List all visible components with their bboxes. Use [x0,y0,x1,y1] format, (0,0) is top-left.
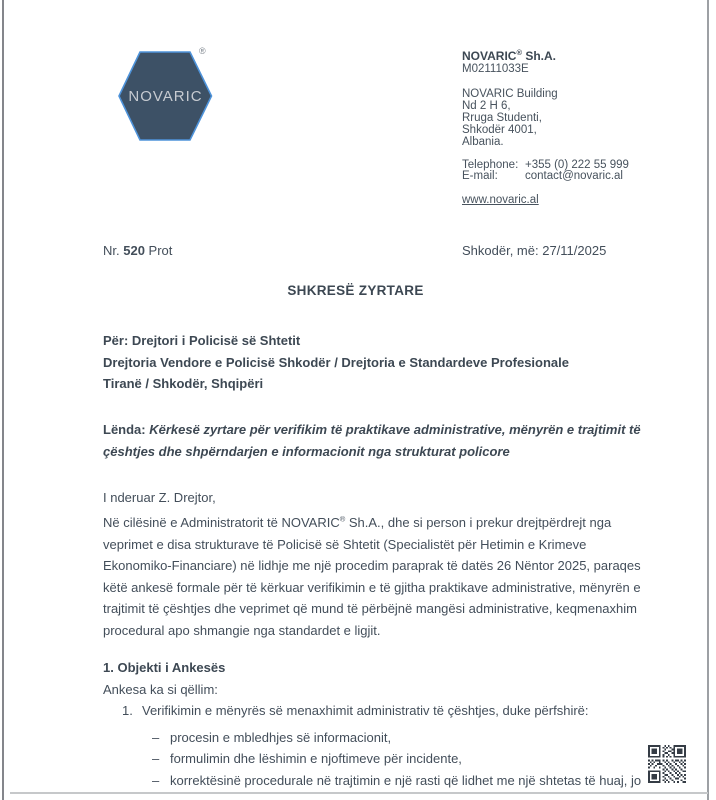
recipient-line: Për: Drejtori i Policisë së Shtetit [103,333,301,348]
dash-bullet: – [152,772,160,788]
company-registration-number: M02111033E [462,63,529,75]
recipient-line: Tiranë / Shkodër, Shqipëri [103,376,264,392]
email-label: E-mail: [462,170,498,183]
scan-edge-left [2,0,4,800]
ref-suffix: Prot [144,243,173,258]
novaric-logo [118,46,218,141]
subject-line [103,419,659,462]
email-value: contact@novaric.al [525,170,623,183]
address-line: NOVARIC Building [462,88,558,100]
sub-bullet-list [103,727,673,792]
contact-rows [462,160,629,184]
company-name [462,46,629,63]
website-link: www.novaric.al [462,194,539,207]
sub-bullet-text: procesin e mbledhjes së informacionit, [170,729,392,745]
numbered-item [103,700,673,722]
sub-bullet-item [103,770,673,792]
registered-trademark-icon: ® [516,48,522,57]
item-number: 1. [122,703,133,719]
registered-trademark-icon: ® [339,514,346,524]
item-text: Verifikimin e mënyrës së menaxhimit administrativ të çështjes, duke përfshirë: [142,703,589,719]
section-1 [103,657,673,792]
scan-edge-bottom [10,792,708,794]
address-line: Albania. [462,135,504,148]
body-text: Sh.A., dhe si person i prekur drejtpërdrejt nga veprimet e disa strukturave të Policisë së Shtetit (Specialistët për Hetimin e Krimeve Ekonomiko-Financiare) në lidhje me një procedim paraprak të datës 26 Nëntor 2025, paraqes këtë ankesë formale për të kërkuar verifikimin e të gjitha praktikave administrative, mënyrën e trajtimit të çështjes dhe veprimet që mund të përbëjnë mangësi administrative, keqmenaxhim procedural apo shmangie nga standardet e ligjit. [103,514,641,638]
company-address [462,89,629,149]
dateline: Shkodër, më: 27/11/2025 [462,243,607,258]
protocol-number [103,243,172,258]
registered-trademark-icon: ® [199,46,206,56]
ref-prefix: Nr. [103,243,124,258]
document-title: SHKRESË ZYRTARE [287,283,424,298]
hexagon-icon [118,51,213,141]
sub-bullet-item [103,748,673,770]
address-line: Nd 2 H 6, [462,99,511,112]
scan-edge-right [707,0,709,800]
qr-code-image [648,745,686,783]
recipient-block [103,330,663,395]
salutation: I nderuar Z. Drejtor, [103,490,216,505]
recipient-line: Drejtoria Vendore e Policisë Shkodër / Drejtoria e Standardeve Profesionale [103,354,570,370]
address-line: Shkodër 4001, [462,123,537,136]
company-suffix: Sh.A. [521,49,556,63]
email-row [462,171,629,183]
ref-number: 520 [123,243,145,258]
address-line: Rruga Studenti, [462,111,542,124]
section-intro: Ankesa ka si qëllim: [103,681,218,697]
body-text: Në cilësinë e Administratorit të NOVARIC [103,514,340,530]
company-name-text: NOVARIC [462,49,517,63]
sub-bullet-text: korrektësinë procedurale në trajtimin e një rasti që lidhet me një shtetas të huaj, jo [170,772,642,788]
phone-value: +355 (0) 222 55 999 [525,158,629,171]
body-paragraph [103,515,641,638]
dash-bullet: – [152,729,160,745]
phone-label: Telephone: [462,158,519,171]
letterhead-contact-block [462,46,629,207]
letter-body [103,487,652,641]
sub-bullet-text: formulimin dhe lëshimin e njoftimeve për incidente, [170,751,462,767]
dash-bullet: – [152,751,160,767]
subject-text: Kërkesë zyrtare për verifikim të praktikave administrative, mënyrën e trajtimit të çështjes dhe shpërndarjen e informacionit nga strukturat policore [103,422,641,459]
logo-text: NOVARIC [128,88,203,105]
subject-label: Lënda: [103,422,146,437]
sub-bullet-item [103,727,673,749]
qr-code [648,745,686,785]
section-heading: 1. Objekti i Ankesës [103,660,226,675]
